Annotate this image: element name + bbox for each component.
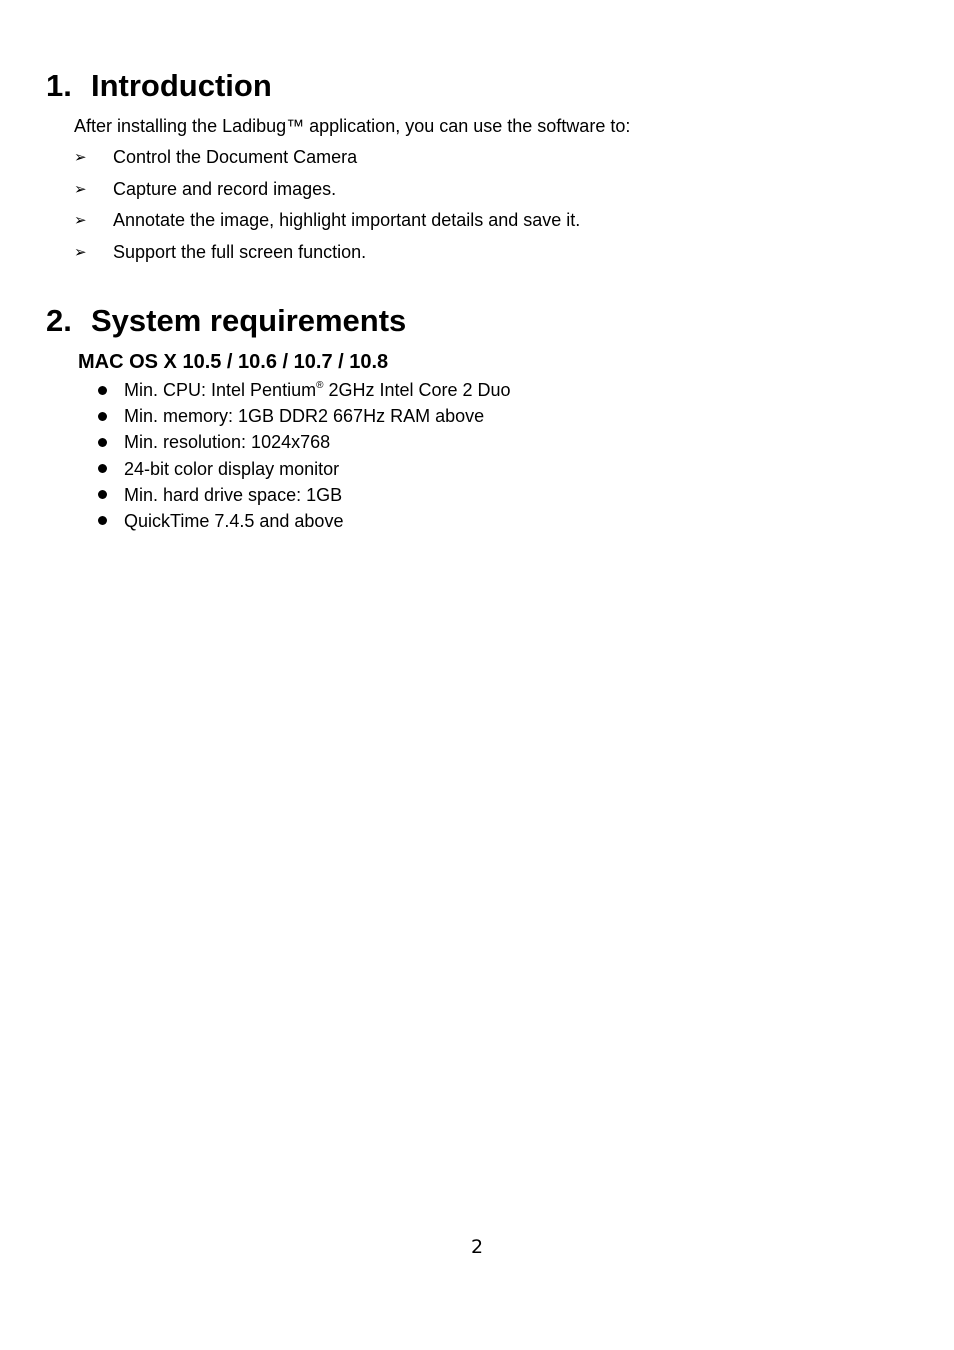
bullet-dot-icon <box>97 510 124 532</box>
list-item-text: Control the Document Camera <box>113 147 358 167</box>
list-item <box>74 209 580 241</box>
section-title: System requirements <box>91 303 407 338</box>
list-item <box>74 178 580 210</box>
page-number: 2 <box>470 1236 484 1258</box>
list-item-text: Annotate the image, highlight important details and save it. <box>113 210 581 231</box>
list-item <box>97 405 511 431</box>
registered-mark: ® <box>316 380 324 391</box>
section-heading-system-requirements <box>46 303 406 339</box>
section-heading-introduction <box>46 68 272 104</box>
bullet-dot-icon <box>97 379 124 401</box>
bullet-dot-icon <box>97 484 124 506</box>
list-item <box>97 458 511 484</box>
list-item <box>97 431 511 457</box>
list-item-text: Min. memory: 1GB DDR2 667Hz RAM above <box>124 406 485 427</box>
bullet-dot-icon <box>97 405 124 427</box>
arrow-bullet-icon: ➢ <box>74 179 87 198</box>
list-item <box>74 146 580 178</box>
os-subheading: MAC OS X 10.5 / 10.6 / 10.7 / 10.8 <box>78 351 389 373</box>
list-item-text: Capture and record images. <box>113 178 337 199</box>
bullet-dot-icon <box>97 431 124 453</box>
list-item-text: Min. hard drive space: 1GB <box>124 484 343 505</box>
list-item-text: Min. resolution: 1024x768 <box>124 432 331 453</box>
requirements-list <box>97 379 511 536</box>
section-number: 1. <box>46 68 72 103</box>
feature-list <box>74 146 580 273</box>
list-item <box>97 484 511 510</box>
list-item-text: 24-bit color display monitor <box>124 458 340 479</box>
arrow-bullet-icon: ➢ <box>74 211 87 230</box>
list-item-text: QuickTime 7.4.5 and above <box>124 510 344 531</box>
arrow-bullet-icon: ➢ <box>74 148 87 166</box>
intro-paragraph: After installing the Ladibug™ application, you can use the software to: <box>74 116 631 136</box>
list-item-text: Min. CPU: Intel Pentium® 2GHz Intel Core 2 Duo <box>124 380 511 400</box>
list-item-text: Support the full screen function. <box>113 242 367 263</box>
bullet-dot-icon <box>97 458 124 480</box>
list-item <box>74 241 580 273</box>
list-item <box>97 379 511 405</box>
section-number: 2. <box>46 303 72 338</box>
section-title: Introduction <box>91 68 272 103</box>
list-item <box>97 510 511 536</box>
arrow-bullet-icon: ➢ <box>74 243 87 262</box>
